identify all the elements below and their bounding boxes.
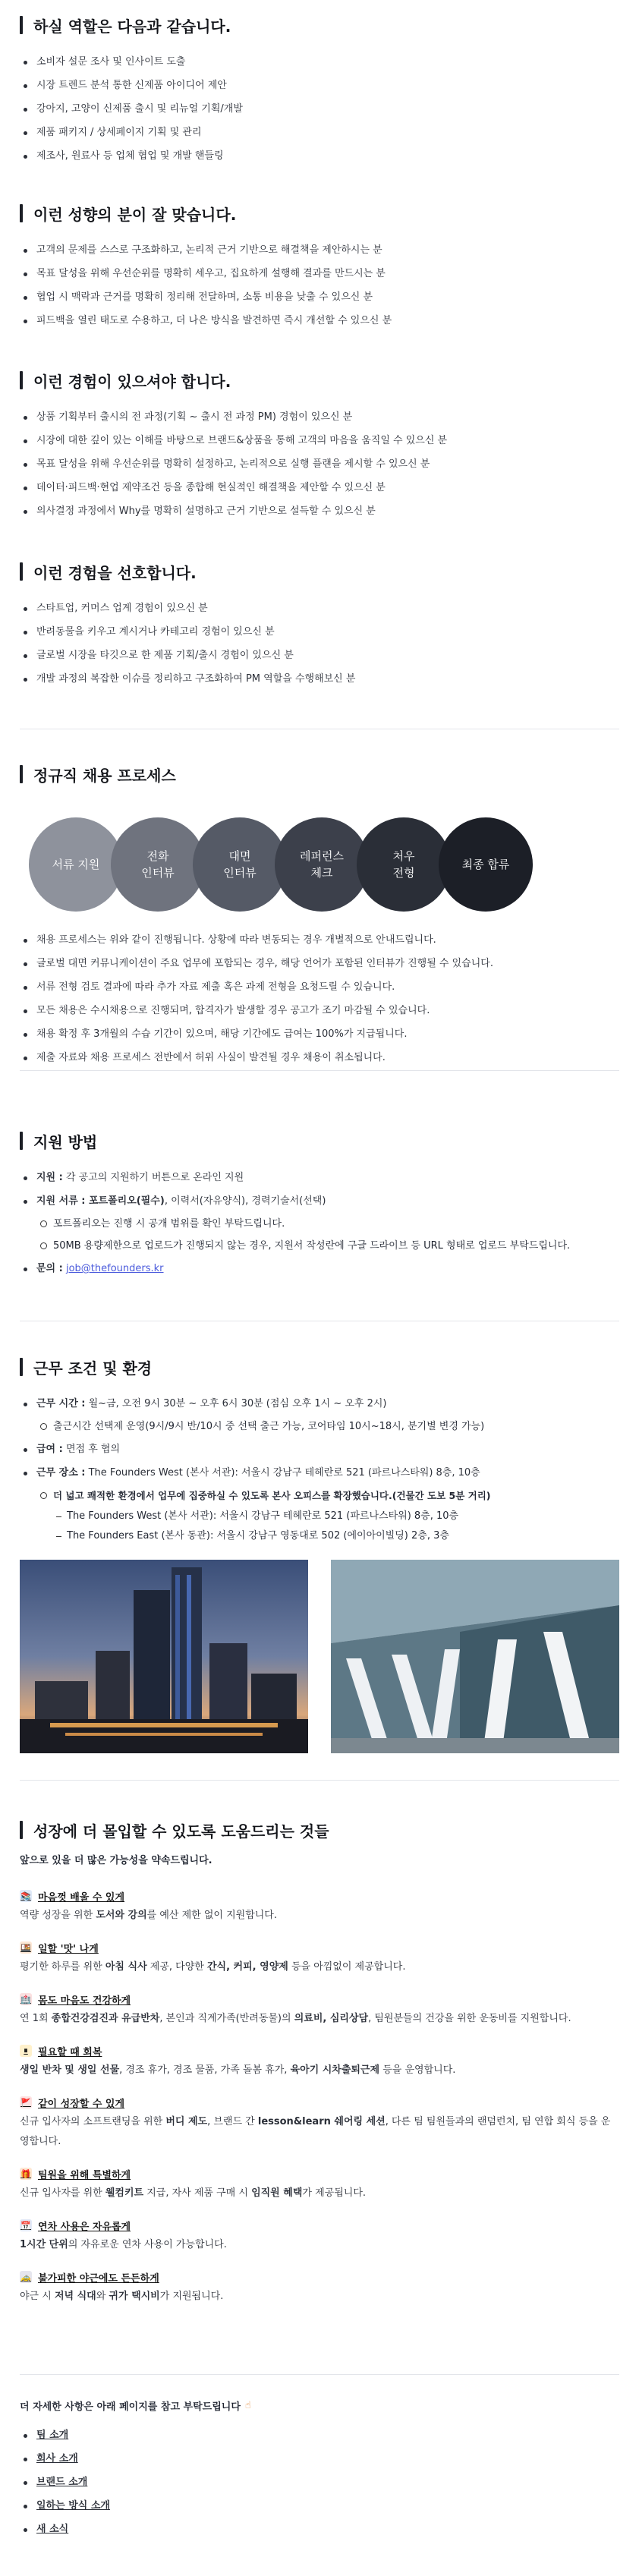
list-item: 목표 달성을 위해 우선순위를 명확히 세우고, 집요하게 설행해 결과를 만드시는 분 [20,262,619,285]
list-item [20,2423,619,2447]
heading-bar [20,1132,23,1150]
list-item: 소비자 설문 조사 및 인사이트 도출 [20,50,619,74]
process-step [357,817,451,912]
books-icon: 📚 [20,1891,31,1901]
perk-item [20,2041,619,2080]
perk-title: ⏸ 필요할 때 회복 [20,2041,619,2061]
link-company[interactable]: 회사 소개 [36,2453,78,2464]
required-section [20,369,619,523]
list-item: 제출 자료와 채용 프로세스 전반에서 허위 사실이 발견될 경우 채용이 취소됩니다. [20,1046,619,1069]
list-item: 모든 채용은 수시채용으로 진행되며, 합격자가 발생할 경우 공고가 조기 마감될 수 있습니다. [20,999,619,1022]
conditions-sublist [36,1416,619,1438]
divider [20,2374,619,2375]
more-section [20,2398,619,2541]
apply-sublist [36,1213,619,1257]
conditions-list-2 [20,1438,619,1485]
link-team[interactable]: 팀 소개 [36,2430,69,2441]
list-item: 글로벌 시장을 타깃으로 한 제품 기획/출시 경험이 있으신 분 [20,644,619,667]
preferred-list [20,597,619,691]
heading-bar [20,371,23,389]
list-item: 상품 기획부터 출시의 전 과정(기획 ~ 출시 전 과정 PM) 경험이 있으신 분 [20,405,619,429]
perk-title: 🚩 같이 성장할 수 있게 [20,2097,125,2110]
more-links [20,2423,619,2541]
list-item: 스타트업, 커머스 업계 경험이 있으신 분 [20,597,619,620]
process-step [439,817,533,912]
list-item: 더 넓고 쾌적한 환경에서 업무에 집중하실 수 있도록 본사 오피스를 확장했습니다.(건물간 도보 5분 거리) [36,1485,619,1507]
apply-section [20,1129,619,1280]
process-heading: 정규직 채용 프로세스 [20,763,619,786]
preferred-heading: 이런 경험을 선호합니다. [20,560,619,583]
link-brand[interactable]: 브랜드 소개 [36,2477,88,2488]
rest-icon: ⏸ [20,2045,32,2057]
list-item: 글로벌 대면 커뮤니케이션이 주요 업무에 포함되는 경우, 해당 언어가 포함된 인터뷰가 진행될 수 있습니다. [20,952,619,975]
list-item: 고객의 문제를 스스로 구조화하고, 논리적 근거 기반으로 해결책을 제안하시는 분 [20,238,619,262]
conditions-heading: 근무 조건 및 환경 [20,1356,619,1378]
preferred-section [20,560,619,691]
apply-list [20,1166,619,1213]
list-item: 근무 장소 : The Founders West (본사 서관): 서울시 강남구 테헤란로 521 (파르나스타워) 8층, 10층 [20,1461,619,1485]
perk-item [20,2093,619,2152]
email-link[interactable]: job@thefounders.kr [65,1263,164,1274]
list-item: 반려동물을 키우고 계시거나 카테고리 경험이 있으신 분 [20,620,619,644]
perk-item [20,2267,619,2307]
list-item: The Founders West (본사 서관): 서울시 강남구 테헤란로 521 (파르나스타워) 8층, 10층 [53,1507,619,1526]
link-workstyle[interactable]: 일하는 방식 소개 [36,2500,110,2511]
list-item: 시장에 대한 깊이 있는 이해를 바탕으로 브랜드&상품을 통해 고객의 마음을 움직일 수 있으신 분 [20,429,619,452]
flag-icon: 🚩 [20,2097,31,2108]
fit-list [20,238,619,332]
heading-bar [20,16,23,34]
required-heading: 이런 경험이 있으셔야 합니다. [20,369,619,392]
office-photo-east [331,1560,619,1753]
perk-item [20,1989,619,2029]
process-section [20,763,619,1069]
pointing-hand-icon: ☝ [244,2400,251,2411]
fit-heading: 이런 성향의 분이 잘 맞습니다. [20,202,619,225]
process-step-label: 대면 인터뷰 [223,849,257,880]
list-item: 제조사, 원료사 등 업체 협업 및 개발 핸들링 [20,144,619,168]
list-item: 문의 : job@thefounders.kr [20,1257,619,1280]
heading-bar [20,1821,23,1839]
perk-title: 🏥 몸도 마음도 건강하게 [20,1994,131,2007]
process-step [111,817,205,912]
gift-icon: 🎁 [20,2168,31,2179]
perk-body: 야근 시 저녁 식대와 귀가 택시비가 지원됩니다. [20,2291,224,2302]
food-icon: 🍱 [20,1942,31,1953]
list-item: 목표 달성을 위해 우선순위를 명확히 설정하고, 논리적으로 실행 플랜을 제시할 수 있으신 분 [20,452,619,476]
perk-body: 연 1회 종합건강검진과 유급반차, 본인과 직계가족(반려동물)의 의료비, 심리상담, 팀원분들의 건강을 위한 운동비를 지원합니다. [20,2013,571,2024]
fit-section [20,202,619,332]
perk-item [20,2215,619,2255]
growth-heading: 성장에 더 몰입할 수 있도록 도움드리는 것들 [20,1819,619,1841]
building-facade-image [331,1560,619,1753]
perk-body: 역량 성장을 위한 도서와 강의를 예산 제한 없이 지원합니다. [20,1910,277,1921]
list-item [20,2494,619,2518]
perk-title: 🚕 불가피한 야근에도 든든하게 [20,2272,159,2285]
process-step-label: 최종 합류 [461,858,510,871]
process-steps [29,817,619,912]
car-icon: 🚕 [20,2272,31,2282]
office-photo-west [20,1560,308,1753]
list-item: 50MB 용량제한으로 업로드가 진행되지 않는 경우, 지원서 작성란에 구글 드라이브 등 URL 형태로 업로드 부탁드립니다. [36,1235,619,1257]
list-item [20,2471,619,2494]
perk-body: 신규 입사자의 소프트랜딩을 위한 버디 제도, 브랜드 간 lesson&learn 쉐어링 세션, 다른 팀 팀원들과의 랜덤런치, 팀 연합 회식 등을 운영합니다. [20,2116,611,2147]
divider [20,1070,619,1071]
list-item: 개발 과정의 복잡한 이슈를 정리하고 구조화하여 PM 역할을 수행해보신 분 [20,667,619,691]
list-item: 강아지, 고양이 신제품 출시 및 리뉴얼 기획/개발 [20,97,619,121]
link-news[interactable]: 새 소식 [36,2524,69,2535]
required-list [20,405,619,523]
conditions-list [20,1392,619,1416]
process-step-label: 전화 인터뷰 [141,849,175,880]
divider [20,1780,619,1781]
heading-bar [20,765,23,783]
heading-bar [20,204,23,222]
list-item: 출근시간 선택제 운영(9시/9시 반/10시 중 선택 출근 가능, 코어타임 10시~18시, 분기별 변경 가능) [36,1416,619,1438]
growth-subtitle: 앞으로 있을 더 많은 가능성을 약속드립니다. [20,1855,212,1866]
list-item: 채용 확정 후 3개월의 수습 기간이 있으며, 해당 기간에도 급여는 100%가 지급됩니다. [20,1022,619,1046]
perk-title: 📅 연차 사용은 자유롭게 [20,2220,131,2233]
list-item: 데이터·피드백·현업 제약조건 등을 종합해 현실적인 해결책을 제안할 수 있으신 분 [20,476,619,499]
process-step-label: 처우 전형 [392,849,415,880]
list-item: 협업 시 맥락과 근거를 명확히 정리해 전달하며, 소통 비용을 낮출 수 있으신 분 [20,285,619,309]
list-item: 서류 전형 검토 결과에 따라 추가 자료 제출 혹은 과제 전형을 요청드릴 수 있습니다. [20,975,619,999]
list-item: 지원 서류 : 포트폴리오(필수), 이력서(자유양식), 경력기술서(선택) [20,1189,619,1213]
process-notes [20,928,619,1069]
perk-item [20,2164,619,2203]
roles-section [20,14,619,168]
list-item: 채용 프로세스는 위와 같이 진행됩니다. 상황에 따라 변동되는 경우 개별적으로 안내드립니다. [20,928,619,952]
process-step-label: 서류 지원 [52,858,100,871]
list-item: 근무 시간 : 월~금, 오전 9시 30분 ~ 오후 6시 30분 (점심 오후 1시 ~ 오후 2시) [20,1392,619,1416]
conditions-sublist-3 [53,1507,619,1546]
conditions-section [20,1356,619,1753]
perk-title: 🎁 팀원을 위해 특별하게 [20,2168,131,2181]
growth-section [20,1819,619,2319]
perk-title: 🍱 일할 '맛' 나게 [20,1942,99,1955]
list-item: 피드백을 열린 태도로 수용하고, 더 나은 방식을 발견하면 즉시 개선할 수 있으신 분 [20,309,619,332]
list-item: 제품 패키지 / 상세페이지 기획 및 관리 [20,121,619,144]
process-step [29,817,123,912]
list-item: 의사결정 과정에서 Why를 명확히 설명하고 근거 기반으로 설득할 수 있으신 분 [20,499,619,523]
roles-heading: 하실 역할은 다음과 같습니다. [20,14,619,36]
heading-bar [20,1358,23,1376]
tower-skyline-image [20,1560,308,1753]
health-icon: 🏥 [20,1994,31,2004]
heading-bar [20,562,23,581]
more-title: 더 자세한 사항은 아래 페이지를 참고 부탁드립니다 ☝ [20,2400,251,2413]
apply-contact [20,1257,619,1280]
perk-body: 1시간 단위의 자유로운 연차 사용이 가능합니다. [20,2239,227,2250]
process-step-label: 레퍼런스 체크 [300,849,344,880]
list-item [20,2447,619,2471]
perk-body: 평기한 하루를 위한 아침 식사 제공, 다양한 간식, 커피, 영양제 등을 아낌없이 제공합니다. [20,1961,406,1973]
apply-heading: 지원 방법 [20,1129,619,1152]
calendar-icon: 📅 [20,2220,31,2231]
process-step [193,817,287,912]
perk-item [20,1938,619,1977]
office-photos [20,1560,619,1753]
perk-body: 신규 입사자를 위한 웰컴키트 지급, 자사 제품 구매 시 임직원 혜택가 제공됩니다. [20,2187,367,2199]
perks-list [20,1886,619,2307]
conditions-sublist-2 [36,1485,619,1507]
perk-body: 생일 반차 및 생일 선물, 경조 휴가, 경조 물품, 가족 돌봄 휴가, 육아기 시차출퇴근제 등을 운영합니다. [20,2064,456,2076]
list-item: 지원 : 각 공고의 지원하기 버튼으로 온라인 지원 [20,1166,619,1189]
process-step [275,817,369,912]
list-item: 포트폴리오는 진행 시 공개 범위를 확인 부탁드립니다. [36,1213,619,1235]
perk-item [20,1886,619,1926]
roles-list [20,50,619,168]
list-item: The Founders East (본사 동관): 서울시 강남구 영동대로 502 (에이아이빌딩) 2층, 3층 [53,1526,619,1546]
list-item [20,2518,619,2541]
perk-title: 📚 마음껏 배울 수 있게 [20,1891,125,1904]
list-item: 급여 : 면접 후 협의 [20,1438,619,1461]
list-item: 시장 트렌드 분석 통한 신제품 아이디어 제안 [20,74,619,97]
